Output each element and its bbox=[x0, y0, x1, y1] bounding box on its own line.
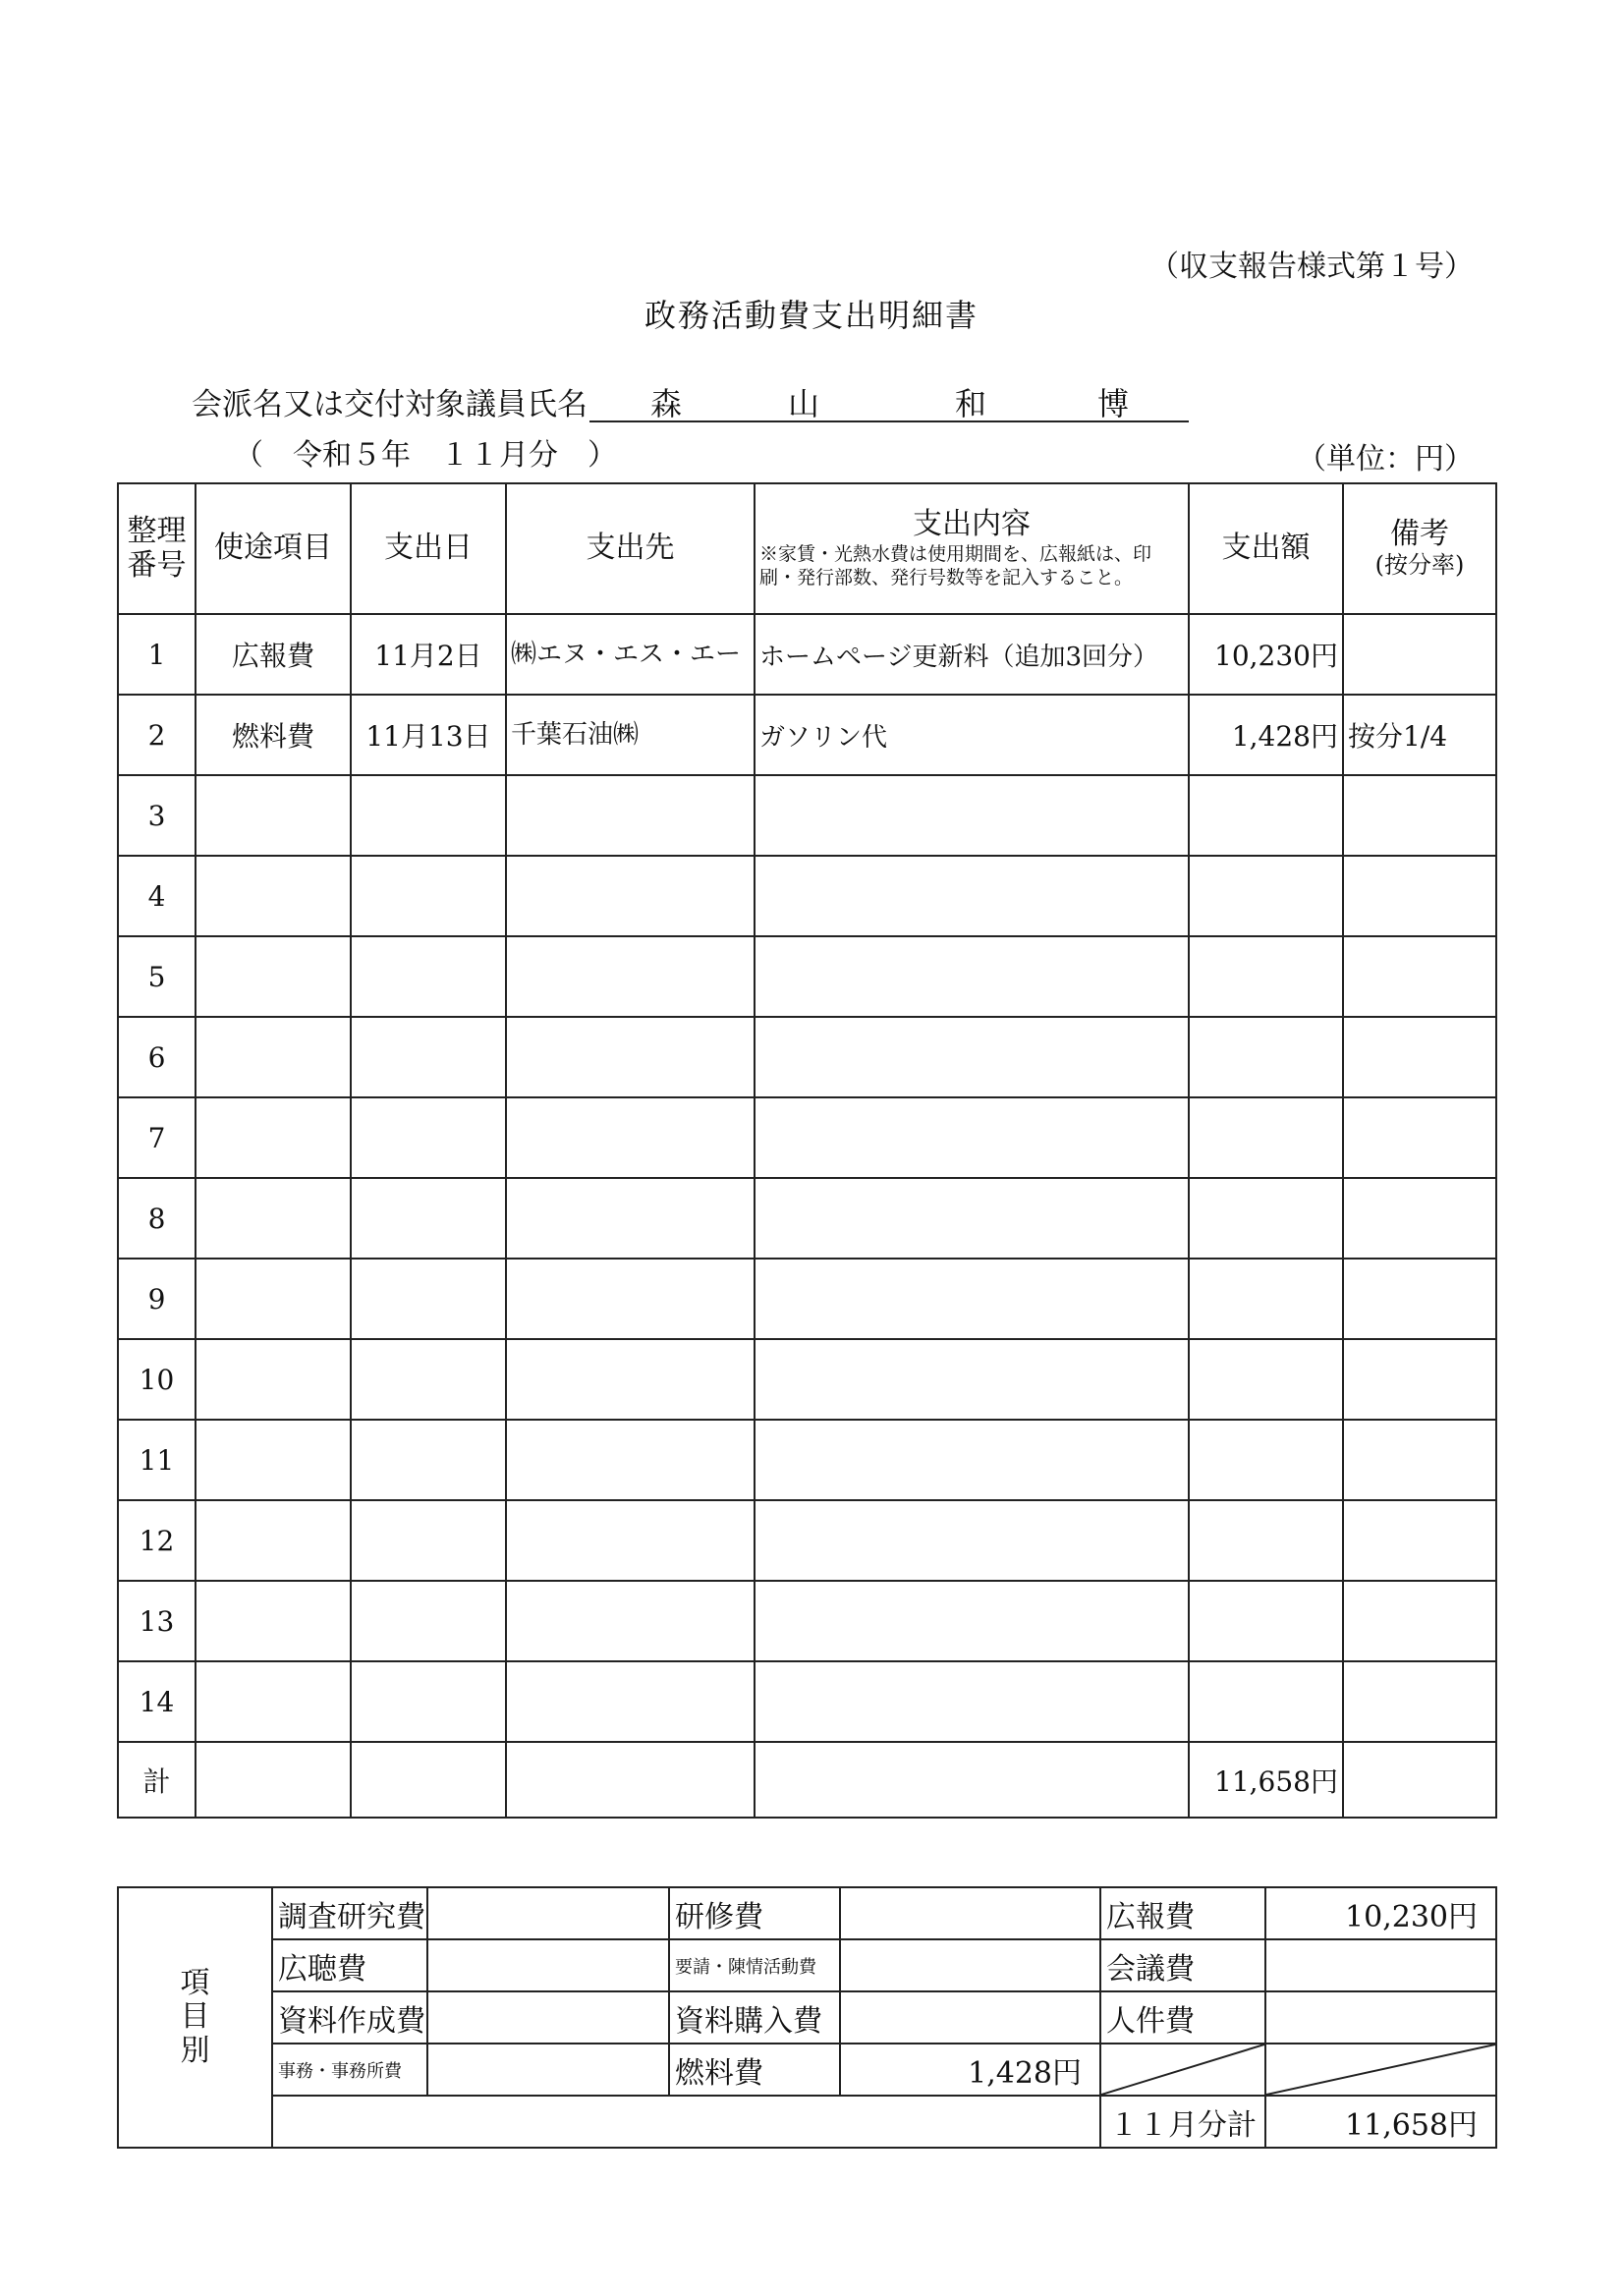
month-total-amount: 11,658円 bbox=[1265, 2096, 1496, 2148]
content-header-note: ※家賃・光熱水費は使用期間を、広報紙は、印刷・発行部数、発行号数等を記入すること。 bbox=[759, 543, 1152, 588]
row-payee bbox=[506, 1017, 755, 1097]
reporting-period: （ 令和５年 １１月分 ） bbox=[234, 438, 617, 473]
row-amount bbox=[1189, 1097, 1343, 1178]
row-remarks bbox=[1343, 1259, 1496, 1339]
row-amount bbox=[1189, 775, 1343, 856]
category-row bbox=[118, 1991, 1496, 2044]
blank-diagonal-cell bbox=[1100, 2044, 1265, 2096]
row-date bbox=[351, 856, 506, 936]
total-empty bbox=[351, 1742, 506, 1818]
row-amount bbox=[1189, 856, 1343, 936]
form-number: （収支報告様式第１号） bbox=[1149, 250, 1474, 284]
diagonal-line bbox=[1266, 2044, 1495, 2095]
category-label: 燃料費 bbox=[669, 2044, 840, 2096]
row-date bbox=[351, 1661, 506, 1742]
row-number: 3 bbox=[118, 775, 196, 856]
row-number: 13 bbox=[118, 1581, 196, 1661]
row-content bbox=[755, 1178, 1189, 1259]
table-row bbox=[118, 1097, 1496, 1178]
table-row bbox=[118, 614, 1496, 695]
table-row bbox=[118, 1420, 1496, 1500]
side-label-char: 目 bbox=[180, 1999, 210, 2035]
remarks-header-sub: (按分率) bbox=[1374, 550, 1465, 579]
row-date: 11月13日 bbox=[351, 695, 506, 775]
member-name-char: 山 bbox=[788, 385, 820, 422]
row-payee bbox=[506, 1339, 755, 1420]
col-header-number bbox=[118, 483, 196, 614]
table-row bbox=[118, 1259, 1496, 1339]
row-remarks bbox=[1343, 1178, 1496, 1259]
row-category bbox=[196, 856, 351, 936]
header-row bbox=[118, 483, 1496, 614]
row-amount: 10,230円 bbox=[1189, 614, 1343, 695]
category-amount bbox=[840, 1939, 1100, 1991]
month-total-label: １１月分計 bbox=[1100, 2096, 1265, 2148]
row-number: 5 bbox=[118, 936, 196, 1017]
row-number: 2 bbox=[118, 695, 196, 775]
row-category bbox=[196, 1339, 351, 1420]
category-label: 研修費 bbox=[669, 1887, 840, 1939]
row-category bbox=[196, 1420, 351, 1500]
row-payee bbox=[506, 1661, 755, 1742]
row-content bbox=[755, 1661, 1189, 1742]
row-amount bbox=[1189, 1581, 1343, 1661]
row-payee bbox=[506, 1500, 755, 1581]
category-label: 要請・陳情活動費 bbox=[669, 1939, 840, 1991]
category-label: 資料作成費 bbox=[272, 1991, 427, 2044]
row-amount bbox=[1189, 1017, 1343, 1097]
payee-header: 支出先 bbox=[586, 531, 675, 566]
expense-detail-table bbox=[117, 482, 1497, 1819]
row-remarks bbox=[1343, 1581, 1496, 1661]
month-total-blank bbox=[272, 2096, 1100, 2148]
member-name-char: 森 bbox=[650, 385, 683, 422]
category-label: 会議費 bbox=[1100, 1939, 1265, 1991]
row-content bbox=[755, 856, 1189, 936]
category-summary-table bbox=[117, 1886, 1497, 2149]
total-empty bbox=[755, 1742, 1189, 1818]
row-category: 広報費 bbox=[196, 614, 351, 695]
table-row bbox=[118, 775, 1496, 856]
row-date bbox=[351, 1500, 506, 1581]
table-row bbox=[118, 1017, 1496, 1097]
row-category bbox=[196, 1178, 351, 1259]
category-label: 調査研究費 bbox=[272, 1887, 427, 1939]
blank-diagonal-cell bbox=[1265, 2044, 1496, 2096]
side-label-char: 別 bbox=[180, 2033, 210, 2068]
category-amount: 10,230円 bbox=[1265, 1887, 1496, 1939]
table-row bbox=[118, 1500, 1496, 1581]
row-remarks bbox=[1343, 1500, 1496, 1581]
category-amount bbox=[427, 1991, 669, 2044]
category-side-label bbox=[118, 1887, 272, 2148]
row-number: 9 bbox=[118, 1259, 196, 1339]
row-number: 14 bbox=[118, 1661, 196, 1742]
row-remarks bbox=[1343, 1097, 1496, 1178]
category-label: 資料購入費 bbox=[669, 1991, 840, 2044]
total-empty bbox=[1343, 1742, 1496, 1818]
row-category: 燃料費 bbox=[196, 695, 351, 775]
row-category bbox=[196, 1017, 351, 1097]
table-row bbox=[118, 1661, 1496, 1742]
row-remarks bbox=[1343, 1420, 1496, 1500]
total-amount: 11,658円 bbox=[1189, 1742, 1343, 1818]
row-remarks bbox=[1343, 1339, 1496, 1420]
date-header: 支出日 bbox=[384, 531, 473, 566]
total-label: 計 bbox=[118, 1742, 196, 1818]
category-label: 広聴費 bbox=[272, 1939, 427, 1991]
category-amount bbox=[840, 1991, 1100, 2044]
row-amount bbox=[1189, 936, 1343, 1017]
col-header-category bbox=[196, 483, 351, 614]
col-header-remarks bbox=[1343, 483, 1496, 614]
category-amount bbox=[427, 2044, 669, 2096]
total-row bbox=[118, 1742, 1496, 1818]
row-payee bbox=[506, 936, 755, 1017]
row-amount bbox=[1189, 1259, 1343, 1339]
row-category bbox=[196, 936, 351, 1017]
row-date bbox=[351, 775, 506, 856]
row-number: 12 bbox=[118, 1500, 196, 1581]
row-payee bbox=[506, 1581, 755, 1661]
category-label: 事務・事務所費 bbox=[272, 2044, 427, 2096]
row-remarks bbox=[1343, 614, 1496, 695]
row-content: ホームページ更新料（追加3回分） bbox=[755, 614, 1189, 695]
row-amount bbox=[1189, 1178, 1343, 1259]
row-payee bbox=[506, 775, 755, 856]
diagonal-line bbox=[1101, 2044, 1264, 2095]
member-name-char: 和 bbox=[955, 385, 987, 422]
row-date bbox=[351, 1420, 506, 1500]
table-row bbox=[118, 1339, 1496, 1420]
unit-label: （単位：円） bbox=[1297, 442, 1474, 476]
row-number: 4 bbox=[118, 856, 196, 936]
category-label: 人件費 bbox=[1100, 1991, 1265, 2044]
category-header: 使途項目 bbox=[214, 531, 332, 566]
row-date bbox=[351, 1339, 506, 1420]
row-content bbox=[755, 1339, 1189, 1420]
member-name bbox=[589, 373, 1189, 422]
row-amount bbox=[1189, 1339, 1343, 1420]
row-date bbox=[351, 1581, 506, 1661]
row-remarks: 按分1/4 bbox=[1343, 695, 1496, 775]
row-date bbox=[351, 1097, 506, 1178]
table-row bbox=[118, 936, 1496, 1017]
table-row bbox=[118, 695, 1496, 775]
table-row bbox=[118, 1178, 1496, 1259]
amount-header: 支出額 bbox=[1221, 531, 1311, 566]
row-number: 11 bbox=[118, 1420, 196, 1500]
table-row bbox=[118, 1581, 1496, 1661]
category-amount: 1,428円 bbox=[840, 2044, 1100, 2096]
row-number: 1 bbox=[118, 614, 196, 695]
row-category bbox=[196, 1661, 351, 1742]
category-amount bbox=[1265, 1991, 1496, 2044]
row-date bbox=[351, 1017, 506, 1097]
content-header: 支出内容 bbox=[913, 506, 1031, 541]
row-remarks bbox=[1343, 936, 1496, 1017]
col-header-content bbox=[755, 483, 1189, 614]
row-content bbox=[755, 1017, 1189, 1097]
row-date bbox=[351, 936, 506, 1017]
category-label: 広報費 bbox=[1100, 1887, 1265, 1939]
row-category bbox=[196, 1097, 351, 1178]
row-content: ガソリン代 bbox=[755, 695, 1189, 775]
row-payee bbox=[506, 1420, 755, 1500]
number-header-line2: 番号 bbox=[127, 547, 187, 583]
row-content bbox=[755, 1420, 1189, 1500]
row-payee bbox=[506, 1097, 755, 1178]
row-content bbox=[755, 1097, 1189, 1178]
row-category bbox=[196, 775, 351, 856]
member-name-char: 博 bbox=[1097, 385, 1130, 422]
category-row bbox=[118, 1887, 1496, 1939]
row-date bbox=[351, 1178, 506, 1259]
category-row bbox=[118, 2044, 1496, 2096]
total-empty bbox=[196, 1742, 351, 1818]
row-amount bbox=[1189, 1661, 1343, 1742]
row-payee: 千葉石油㈱ bbox=[506, 695, 755, 775]
row-date: 11月2日 bbox=[351, 614, 506, 695]
row-category bbox=[196, 1581, 351, 1661]
member-label: 会派名又は交付対象議員氏名 bbox=[192, 387, 588, 422]
row-number: 6 bbox=[118, 1017, 196, 1097]
row-number: 10 bbox=[118, 1339, 196, 1420]
row-remarks bbox=[1343, 775, 1496, 856]
row-payee bbox=[506, 856, 755, 936]
category-amount bbox=[1265, 1939, 1496, 1991]
side-label-char: 項 bbox=[180, 1965, 210, 2000]
category-row bbox=[118, 1939, 1496, 1991]
document-title: 政務活動費支出明細書 bbox=[644, 297, 979, 334]
total-empty bbox=[506, 1742, 755, 1818]
row-content bbox=[755, 1500, 1189, 1581]
row-content bbox=[755, 1259, 1189, 1339]
row-number: 8 bbox=[118, 1178, 196, 1259]
row-payee: ㈱エヌ・エス・エー bbox=[506, 614, 755, 695]
row-content bbox=[755, 936, 1189, 1017]
row-remarks bbox=[1343, 1017, 1496, 1097]
row-amount bbox=[1189, 1420, 1343, 1500]
category-amount bbox=[427, 1939, 669, 1991]
number-header-line1: 整理 bbox=[127, 514, 187, 548]
row-amount: 1,428円 bbox=[1189, 695, 1343, 775]
table-row bbox=[118, 856, 1496, 936]
col-header-amount bbox=[1189, 483, 1343, 614]
row-content bbox=[755, 1581, 1189, 1661]
col-header-payee bbox=[506, 483, 755, 614]
row-category bbox=[196, 1500, 351, 1581]
remarks-header: 備考 bbox=[1390, 517, 1449, 552]
col-header-date bbox=[351, 483, 506, 614]
row-amount bbox=[1189, 1500, 1343, 1581]
row-date bbox=[351, 1259, 506, 1339]
row-category bbox=[196, 1259, 351, 1339]
row-remarks bbox=[1343, 856, 1496, 936]
row-payee bbox=[506, 1259, 755, 1339]
row-payee bbox=[506, 1178, 755, 1259]
category-amount bbox=[840, 1887, 1100, 1939]
row-number: 7 bbox=[118, 1097, 196, 1178]
category-amount bbox=[427, 1887, 669, 1939]
row-remarks bbox=[1343, 1661, 1496, 1742]
month-total-row bbox=[118, 2096, 1496, 2148]
row-content bbox=[755, 775, 1189, 856]
